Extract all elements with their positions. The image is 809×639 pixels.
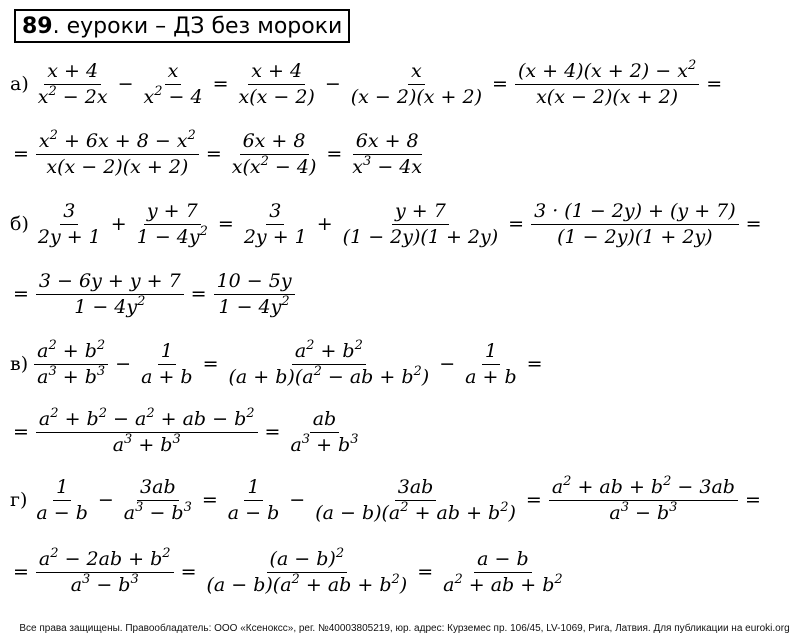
- exercise-header: [14, 9, 350, 43]
- fraction: $\frac{a^2 - 2ab + b^2}{a^3 - b^3}$: [36, 547, 174, 598]
- fraction: $\frac{10 - 5y}{1 - 4y^2}$: [214, 269, 295, 320]
- fraction: $\frac{y + 7}{1 - 4y^2}$: [136, 199, 208, 248]
- fraction: $\frac{3 \cdot (1 - 2y) + (y + 7)}{(1 - 2y)(1 + 2y)}$: [531, 199, 739, 250]
- fraction: $\frac{ab}{a^3 + b^3}$: [290, 407, 359, 456]
- exercise-number: 89: [22, 13, 53, 39]
- part-b-line-2: = $\frac{3 - 6y + y + 7}{1 - 4y^2}$ = $\frac{10 - 5y}{1 - 4y^2}$: [10, 262, 299, 326]
- part-a-line-1: а) x + 4 $x^2 - 2x$ − $\frac{x}{x^2 - 4}$ = $\frac{x + 4}{x(x - 2)}$ − $\frac{x}{(x - 2)(x + 2)}$ = $\frac{(x + 4)(x + 2) - x^2}{x(x - 2)(x + 2)}$ =: [10, 57, 723, 108]
- fraction: $\frac{x + 4}{x(x - 2)}$: [238, 59, 315, 108]
- fraction: $\frac{(x + 4)(x + 2) - x^2}{x(x - 2)(x + 2)}$: [515, 59, 699, 110]
- part-b-label: б): [10, 213, 29, 235]
- fraction: $\frac{x^2 + 6x + 8 - x^2}{x(x - 2)(x + 2)}$: [36, 129, 199, 180]
- fraction: $\frac{(a - b)^2}{(a - b)(a^2 + ab + b^2)}$: [206, 545, 408, 596]
- fraction: $\frac{3ab}{(a - b)(a^2 + ab + b^2)}$: [315, 475, 516, 524]
- fraction: $\frac{3 - 6y + y + 7}{1 - 4y^2}$: [36, 269, 184, 320]
- fraction: $\frac{x}{x^2 - 4}$: [143, 59, 203, 108]
- fraction: $\frac{3}{2y + 1}$: [243, 199, 307, 248]
- part-v-line-2: = $\frac{a^2 + b^2 - a^2 + ab - b^2}{a^3 + b^3}$ = $\frac{ab}{a^3 + b^3}$: [10, 400, 366, 464]
- exercise-title: . еуроки – ДЗ без мороки: [52, 13, 343, 39]
- part-a-label: а): [10, 73, 29, 95]
- part-v-line-1: в) $a^2 + b^2$ $a^3 + b^3$ − $\frac{1}{a + b}$ = $\frac{a^2 + b^2}{(a + b)(a^2 - ab + b^2)}$ − $\frac{1}{a + b}$ =: [10, 337, 543, 388]
- fraction: $\frac{a^2 + b^2}{(a + b)(a^2 - ab + b^2)}$: [228, 337, 430, 388]
- part-g-label: г): [10, 489, 28, 511]
- fraction: $\frac{1}{a + b}$: [465, 339, 517, 388]
- fraction: 1 a − b: [36, 475, 88, 524]
- fraction: $\frac{x}{(x - 2)(x + 2)}$: [350, 59, 483, 108]
- part-g-line-1: г) 1 a − b − $\frac{3ab}{a^3 - b^3}$ = $\frac{1}{a - b}$ − $\frac{3ab}{(a - b)(a^2 + ab + b^2)}$ = $\frac{a^2 + ab + b^2 - 3ab}{a^3 - b^3}$ =: [10, 473, 761, 524]
- part-b-line-1: б) 3 2y + 1 + $\frac{y + 7}{1 - 4y^2}$ = $\frac{3}{2y + 1}$ + $\frac{y + 7}{(1 - 2y)(1 + 2y)}$ = $\frac{3 \cdot (1 - 2y) + (y + 7)}{(1 - 2y)(1 + 2y)}$ =: [10, 199, 762, 248]
- fraction: x + 4 $x^2 - 2x$: [37, 59, 108, 108]
- fraction: $a^2 + b^2$ $a^3 + b^3$: [34, 339, 108, 390]
- part-g-line-2: = $\frac{a^2 - 2ab + b^2}{a^3 - b^3}$ = $\frac{(a - b)^2}{(a - b)(a^2 + ab + b^2)}$ = $\frac{a - b}{a^2 + ab + b^2}$: [10, 540, 570, 604]
- fraction: $\frac{3ab}{a^3 - b^3}$: [123, 475, 192, 524]
- fraction: $\frac{y + 7}{(1 - 2y)(1 + 2y)}$: [342, 199, 499, 248]
- fraction: $\frac{6x + 8}{x(x^2 - 4)}$: [231, 129, 317, 178]
- fraction: $\frac{a - b}{a^2 + ab + b^2}$: [443, 547, 563, 596]
- fraction: $\frac{a^2 + b^2 - a^2 + ab - b^2}{a^3 + b^3}$: [36, 407, 258, 458]
- fraction: $\frac{6x + 8}{x^3 - 4x}$: [352, 129, 423, 178]
- fraction: $\frac{a^2 + ab + b^2 - 3ab}{a^3 - b^3}$: [549, 475, 738, 526]
- fraction: 3 2y + 1: [37, 199, 101, 248]
- fraction: $\frac{1}{a - b}$: [227, 475, 280, 524]
- fraction: $\frac{1}{a + b}$: [141, 339, 193, 388]
- part-a-line-2: = $\frac{x^2 + 6x + 8 - x^2}{x(x - 2)(x + 2)}$ = $\frac{6x + 8}{x(x^2 - 4)}$ = $\frac{6x + 8}{x^3 - 4x}$: [10, 122, 429, 186]
- part-v-label: в): [10, 353, 29, 375]
- copyright-footer: Все права защищены. Правообладатель: ООО «Ксеноксс», рег. №40003805219, юр. адрес: Курземес пр. 106/45, LV-1069, Рига, Латвия. Для публикации на euroki.org: [19, 623, 790, 634]
